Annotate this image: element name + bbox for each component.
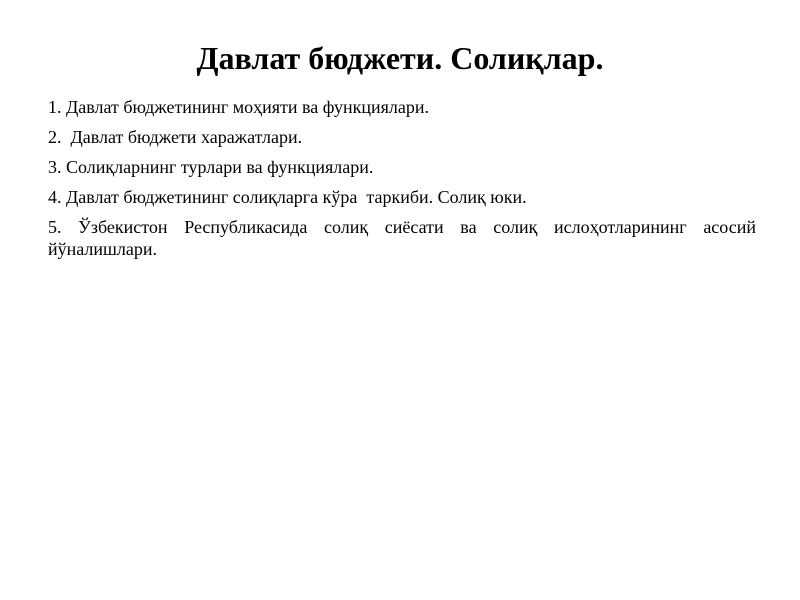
topic-item-2: 2. Давлат бюджети харажатлари. xyxy=(48,127,303,147)
topic-item-1: 1. Давлат бюджетининг моҳияти ва функциялари. xyxy=(48,97,430,117)
topic-list xyxy=(48,96,761,268)
topic-item-3: 3. Солиқларнинг турлари ва функциялари. xyxy=(48,157,374,177)
topic-item-5: 5. Ўзбекистон Республикасида солиқ сиёсати ва солиқ ислоҳотларининг асосий йўналишлари. xyxy=(48,217,761,259)
slide-title: Давлат бюджети. Солиқлар. xyxy=(196,40,604,76)
topic-item-4: 4. Давлат бюджетининг солиқларга кўра таркиби. Солиқ юки. xyxy=(48,187,527,207)
